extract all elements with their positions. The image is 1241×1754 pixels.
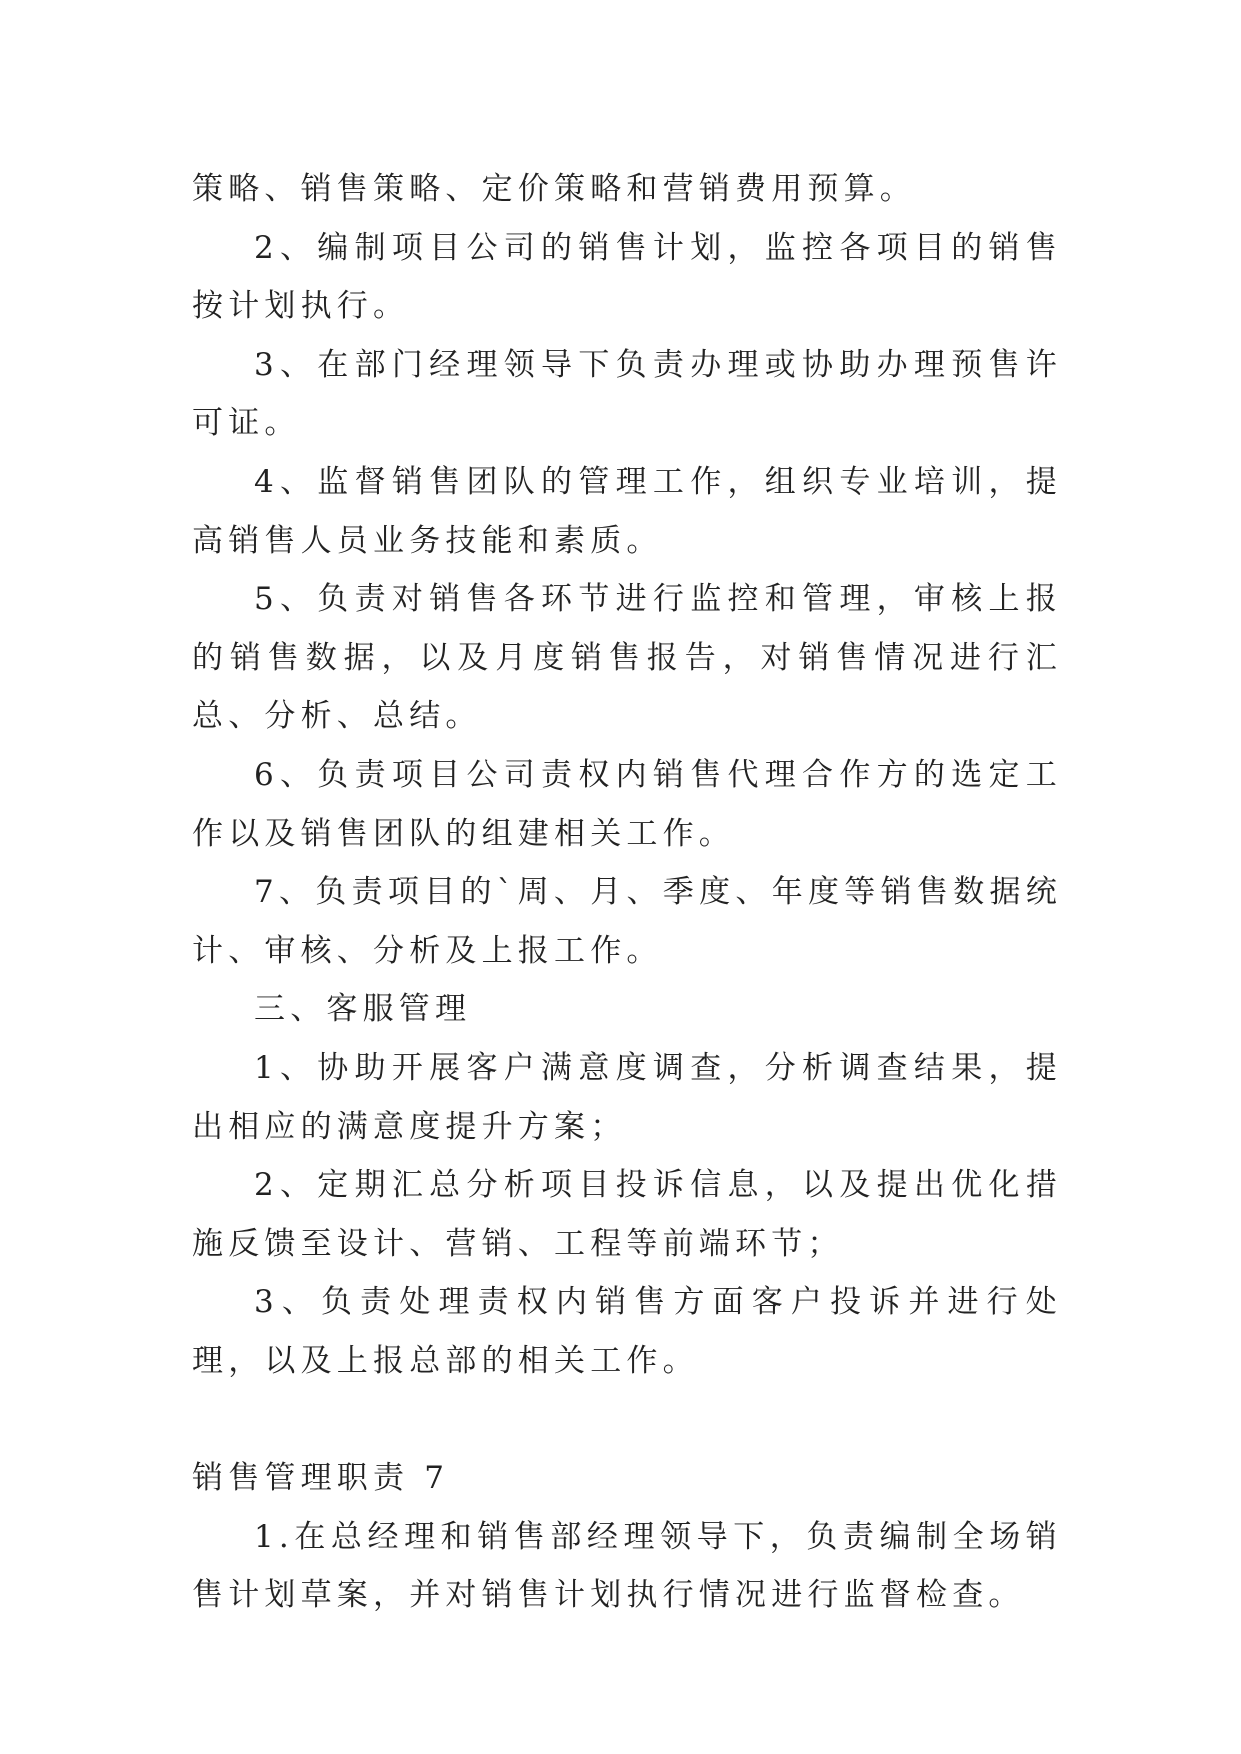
section-heading: 销售管理职责 7 bbox=[192, 1460, 450, 1497]
paragraph-item-7: 7、负责项目的`周、月、季度、年度等销售数据统计、审核、分析及上报工作。 bbox=[192, 874, 1062, 969]
paragraph-item-5: 5、负责对销售各环节进行监控和管理，审核上报的销售数据，以及月度销售报告，对销售情况进行汇总、分析、总结。 bbox=[192, 581, 1062, 735]
paragraph-cs-item-3: 3、负责处理责权内销售方面客户投诉并进行处理，以及上报总部的相关工作。 bbox=[192, 1284, 1062, 1379]
paragraph-section7-item-1: 1.在总经理和销售部经理领导下，负责编制全场销售计划草案，并对销售计划执行情况进行监督检查。 bbox=[192, 1518, 1062, 1614]
document-body bbox=[192, 160, 1062, 1625]
paragraph-item-4: 4、监督销售团队的管理工作，组织专业培训，提高销售人员业务技能和素质。 bbox=[192, 463, 1062, 559]
paragraph-cs-item-1: 1、协助开展客户满意度调查，分析调查结果，提出相应的满意度提升方案； bbox=[192, 1049, 1062, 1145]
paragraph-cs-item-2: 2、定期汇总分析项目投诉信息，以及提出优化措施反馈至设计、营销、工程等前端环节； bbox=[192, 1167, 1062, 1262]
paragraph-item-6: 6、负责项目公司责权内销售代理合作方的选定工作以及销售团队的组建相关工作。 bbox=[192, 756, 1062, 852]
paragraph-item-2: 2、编制项目公司的销售计划，监控各项目的销售按计划执行。 bbox=[192, 229, 1062, 325]
subheading-customer-service: 三、客服管理 bbox=[254, 991, 472, 1028]
section-gap bbox=[192, 1390, 1062, 1449]
paragraph-item-3: 3、在部门经理领导下负责办理或协助办理预售许可证。 bbox=[192, 346, 1062, 442]
paragraph-continuation: 策略、销售策略、定价策略和营销费用预算。 bbox=[192, 171, 916, 207]
